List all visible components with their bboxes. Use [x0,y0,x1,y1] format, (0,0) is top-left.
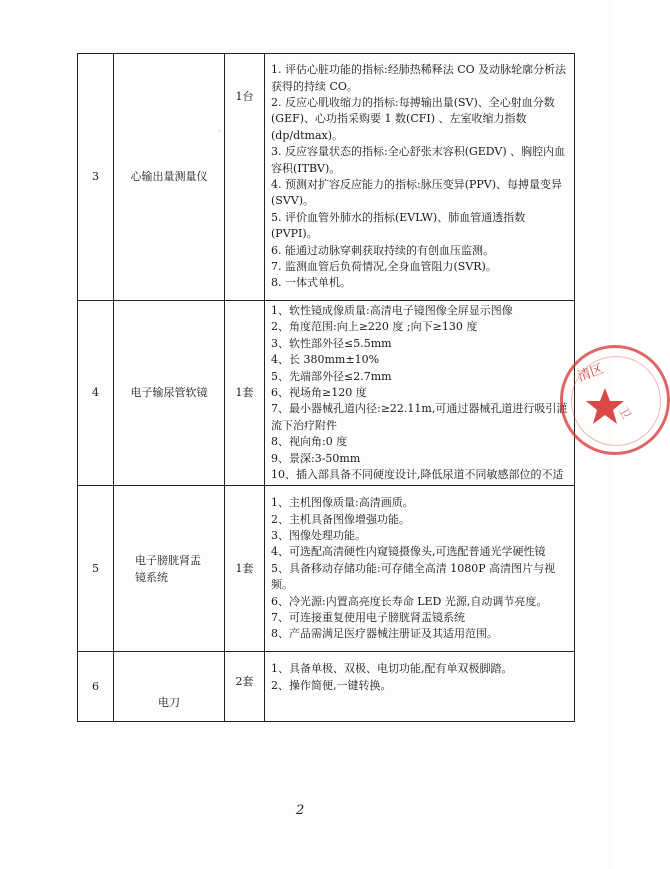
row-number: 5 [78,486,114,652]
requirements-list [271,62,570,292]
requirement-item: 2、操作简便,一键转换。 [271,678,392,692]
requirement-item: 5、具备移动存储功能:可存储全高清 1080P 高清图片与视频。 [271,561,556,592]
requirements-list [271,303,570,483]
official-seal [560,345,670,455]
row-number: 6 [78,652,114,722]
item-name-text: 电子膀胱肾盂镜系统 [135,553,201,584]
item-name [114,486,225,652]
requirement-item: 5. 评价血管外肺水的指标(EVLW)、肺血管通透指数(PVPI)。 [271,210,526,241]
item-name-text: 心输出量测量仪 [130,169,208,183]
equipment-spec-table [77,53,575,722]
requirement-item: 7. 监测血管后负荷情况,全身血管阻力(SVR)。 [271,260,497,274]
requirement-item: 6. 能通过动脉穿刺获取持续的有创血压监测。 [271,243,494,257]
requirement-item: 10、插入部具备不同硬度设计,降低尿道不同敏感部位的不适 [271,468,564,482]
requirement-item: 7、最小器械孔道内径:≥22.11m,可通过器械孔道进行吸引灌流下治疗附件 [271,402,568,432]
star-icon [585,386,625,426]
seal-text: 清区 [575,361,606,385]
item-name [114,652,225,722]
item-quantity: 1台 [225,54,265,301]
requirements-cell [265,652,575,722]
page-number: 2 [296,803,305,818]
requirement-item: 4、长 380mm±10% [271,353,380,367]
requirement-item: 2、角度范围:向上≥220 度 ;向下≥130 度 [271,320,478,334]
requirement-item: 3、图像处理功能。 [271,528,366,542]
requirement-item: 1. 评估心脏功能的指标:经肺热稀释法 CO 及动脉轮廓分析法获得的持续 CO。 [271,63,567,93]
table-row [78,486,575,652]
requirement-item: 8. 一体式单机。 [271,276,351,290]
requirement-item: 4、可选配高清硬性内窥镜摄像头,可选配普通光学硬性镜 [271,545,546,559]
item-name [114,54,225,301]
requirement-item: 6、冷光源:内置高亮度长寿命 LED 光源,自动调节亮度。 [271,594,548,608]
requirement-item: 7、可连接重复使用电子膀胱肾盂镜系统 [271,610,465,624]
requirement-item: 3、软性部外径≤5.5mm [271,336,392,350]
requirements-cell [265,301,575,486]
requirements-cell [265,486,575,652]
row-number: 3 [78,54,114,301]
requirement-item: 2. 反应心肌收缩力的指标:每搏输出量(SV)、全心射血分数(GEF)、心功指采购要 1 数(CFI) 、左室收缩力指数(dp/dtmax)。 [271,95,555,142]
item-quantity: 1套 [225,301,265,486]
requirement-item: 1、主机图像质量:高清画质。 [271,496,414,510]
requirement-item: 5、先端部外径≤2.7mm [271,369,392,383]
item-name-text: 电刀 [158,696,180,710]
item-quantity: 2套 [225,652,265,722]
requirement-item: 1、具备单极、双极、电切功能,配有单双极脚踏。 [271,662,513,676]
seal-text: 卫 [615,404,634,422]
requirement-item: 8、视向角:0 度 [271,435,348,449]
requirement-item: 3. 反应容量状态的指标:全心舒张末容积(GEDV) 、胸腔内血容积(ITBV)。 [271,145,566,175]
scan-dot: · [218,127,221,136]
row-number: 4 [78,301,114,486]
requirement-item: 1、软性镜成像质量:高清电子镜图像全屏显示图像 [271,304,513,317]
item-name-text: 电子输尿管软镜 [130,386,208,400]
requirement-item: 4. 预测对扩容反应能力的指标:脉压变异(PPV)、每搏量变异(SVV)。 [271,178,563,208]
requirement-item: 8、产品需满足医疗器械注册证及其适用范围。 [271,627,498,641]
requirements-list [271,495,570,643]
item-name [114,301,225,486]
requirements-list [271,661,570,694]
item-quantity: 1套 [225,486,265,652]
requirements-cell [265,54,575,301]
table-row [78,652,575,722]
requirement-item: 6、视场角≥120 度 [271,386,367,400]
table-row [78,301,575,486]
table-row [78,54,575,301]
requirement-item: 9、景深:3-50mm [271,451,361,465]
requirement-item: 2、主机具备图像增强功能。 [271,512,410,526]
